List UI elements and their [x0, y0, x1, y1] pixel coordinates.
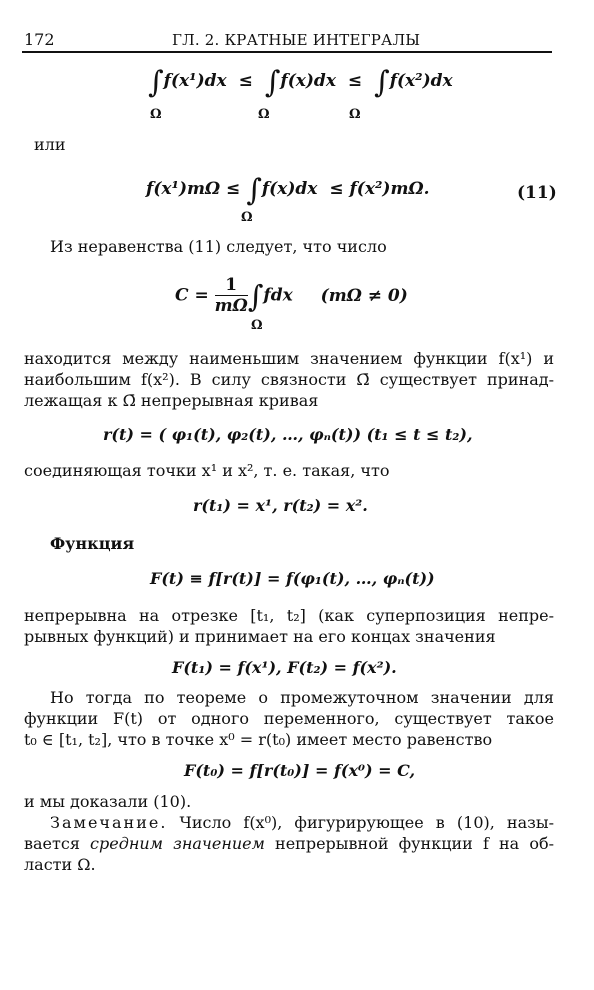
- domain-label: Ω: [258, 107, 270, 122]
- remark-term: средним значением: [90, 834, 265, 853]
- mean-integrand: fdx: [263, 285, 293, 306]
- remark-line-3: ласти Ω.: [24, 855, 96, 874]
- formula-part-1: f(x¹)dx: [163, 71, 227, 91]
- formula-values: F(t₁) = f(x¹), F(t₂) = f(x²).: [172, 658, 397, 677]
- fraction-numerator: 1: [215, 276, 248, 296]
- remark-line-2-start: вается: [24, 834, 80, 853]
- integral-sign-icon: ∫: [264, 65, 281, 100]
- formula-composition: F(t) ≡ f[r(t)] = f(φ₁(t), …, φₙ(t)): [150, 569, 435, 588]
- domain-label: Ω: [349, 107, 361, 122]
- eq11-right: ≤ f(x²)mΩ.: [329, 179, 430, 199]
- relation-le-1: ≤: [238, 71, 253, 91]
- integral-sign-icon: ∫: [374, 65, 390, 100]
- header-rule: [22, 51, 552, 53]
- remark-line-2: [24, 834, 554, 854]
- mean-lhs: C =: [175, 285, 209, 306]
- formula-endpoints: r(t₁) = x¹, r(t₂) = x².: [193, 496, 368, 515]
- text-or: или: [34, 135, 66, 154]
- domain-label: Ω: [241, 210, 253, 225]
- paragraph-2-line-1: находится между наименьшим значением функции f(x¹) и: [24, 349, 554, 368]
- paragraph-5-line-1: непрерывна на отрезке [t₁, t₂] (как суперпозиция непре-: [24, 606, 554, 625]
- integral-sign-icon: ∫: [148, 65, 164, 100]
- remark-line-1-rest: Число f(x⁰), фигурирующее в (10), назы-: [179, 813, 554, 832]
- integral-sign-icon: ∫: [247, 279, 264, 315]
- mean-condition: (mΩ ≠ 0): [320, 285, 408, 306]
- remark-line-1: [50, 813, 554, 833]
- formula-mean-value: [175, 276, 408, 316]
- formula-part-2: f(x)dx: [280, 71, 336, 91]
- remark-line-2-end: непрерывной функции f на об-: [275, 834, 554, 853]
- paragraph-2-line-3: лежащая к Ω̄ непрерывная кривая: [24, 391, 319, 410]
- integral-sign-icon: ∫: [246, 173, 262, 208]
- eq11-left: f(x¹)mΩ ≤: [146, 179, 241, 199]
- formula-final: F(t₀) = f[r(t₀)] = f(x⁰) = C,: [184, 761, 416, 780]
- fraction-denominator: mΩ: [214, 296, 248, 316]
- formula-eq-11: [146, 173, 430, 208]
- running-head: ГЛ. 2. КРАТНЫЕ ИНТЕГРАЛЫ: [172, 31, 421, 49]
- page-number: 172: [24, 30, 55, 49]
- formula-part-3: f(x²)dx: [389, 71, 453, 91]
- paragraph-4: Функция: [50, 534, 135, 553]
- equation-number: (11): [517, 183, 557, 203]
- paragraph-2-line-2: наибольшим f(x²). В силу связности Ω̄ существует принад-: [24, 370, 554, 389]
- paragraph-7: и мы доказали (10).: [24, 792, 192, 811]
- fraction: [215, 276, 248, 316]
- paragraph-6-line-1: Но тогда по теореме о промежуточном значении для: [50, 688, 554, 707]
- paragraph-6-line-3: t₀ ∈ [t₁, t₂], что в точке x⁰ = r(t₀) имеет место равенство: [24, 730, 493, 749]
- relation-le-2: ≤: [347, 71, 363, 91]
- formula-integral-inequalities: [148, 65, 453, 100]
- eq11-middle: f(x)dx: [261, 179, 318, 199]
- paragraph-1: Из неравенства (11) следует, что число: [50, 237, 387, 256]
- domain-label: Ω: [150, 107, 162, 122]
- remark-label: Замечание.: [50, 813, 168, 832]
- domain-label: Ω: [251, 318, 263, 333]
- formula-curve: r(t) = ( φ₁(t), φ₂(t), …, φₙ(t)) (t₁ ≤ t ≤ t₂),: [103, 425, 473, 444]
- paragraph-3: соединяющая точки x¹ и x², т. е. такая, что: [24, 461, 390, 480]
- paragraph-6-line-2: функции F(t) от одного переменного, существует такое: [24, 709, 554, 728]
- paragraph-5-line-2: рывных функций) и принимает на его концах значения: [24, 627, 496, 646]
